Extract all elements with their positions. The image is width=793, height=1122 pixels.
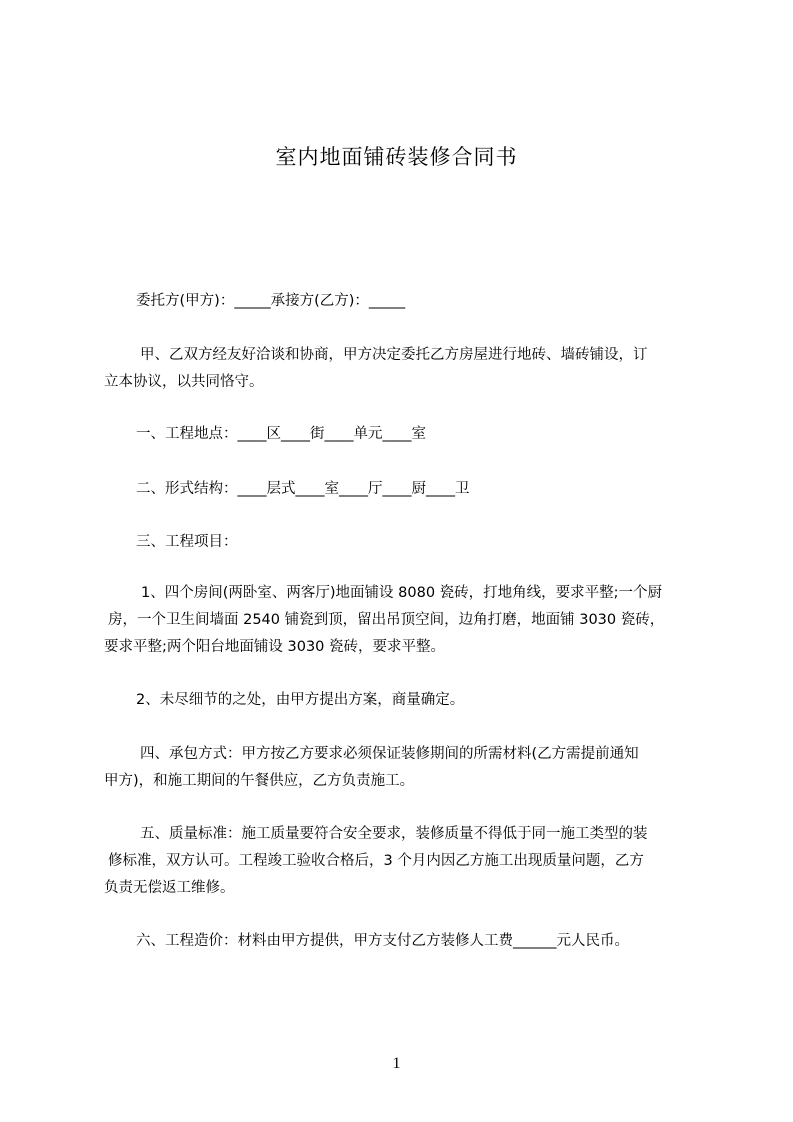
project-item-2 <box>104 687 704 714</box>
intro-line-2: 立本协议，以共同恪守。 <box>104 374 264 390</box>
section-1-text: 一、工程地点：____区____街____单元____室 <box>136 426 426 442</box>
item-2-text: 2、未尽细节的之处，由甲方提出方案，商量确定。 <box>136 692 465 708</box>
section-3-heading: 三、工程项目： <box>136 534 238 550</box>
section-project-items <box>104 529 704 556</box>
intro-paragraph <box>104 342 704 396</box>
project-item-1 <box>104 580 704 661</box>
section-4-line-2: 甲方)，和施工期间的午餐供应，乙方负责施工。 <box>104 773 415 789</box>
document-title: 室内地面铺砖装修合同书 <box>275 145 518 169</box>
item-1-line-2: 房，一个卫生间墙面 2540 铺瓷到顶，留出吊顶空间，边角打磨，地面铺 3030 瓷砖， <box>108 612 665 628</box>
section-6-text: 六、工程造价：材料由甲方提供，甲方支付乙方装修人工费______元人民币。 <box>136 933 629 949</box>
section-quality-standard <box>104 821 704 902</box>
section-contract-method <box>104 741 704 795</box>
section-4-line-1: 四、承包方式：甲方按乙方要求必须保证装修期间的所需材料(乙方需提前通知 <box>140 746 639 762</box>
intro-line-1: 甲、乙双方经友好洽谈和协商，甲方决定委托乙方房屋进行地砖、墙砖铺设，订 <box>140 347 648 363</box>
section-5-line-3: 负责无偿返工维修。 <box>104 880 235 896</box>
page-number: 1 <box>392 1055 401 1072</box>
item-1-line-1: 1、四个房间(两卧室、两客厅)地面铺设 8080 瓷砖，打地角线，要求平整;一个厨 <box>141 585 663 601</box>
section-2-text: 二、形式结构：____层式____室____厅____厨____卫 <box>136 481 470 497</box>
section-project-location <box>104 421 704 448</box>
section-project-cost <box>104 928 704 955</box>
parties-line <box>104 288 704 315</box>
section-5-line-2: 修标准，双方认可。工程竣工验收合格后，3 个月内因乙方施工出现质量问题，乙方 <box>108 853 644 869</box>
section-structure <box>104 476 704 503</box>
parties-text: 委托方(甲方)：_____承接方(乙方)：_____ <box>136 293 406 309</box>
item-1-line-3: 要求平整;两个阳台地面铺设 3030 瓷砖，要求平整。 <box>104 639 446 655</box>
section-5-line-1: 五、质量标准：施工质量要符合安全要求，装修质量不得低于同一施工类型的装 <box>140 826 648 842</box>
